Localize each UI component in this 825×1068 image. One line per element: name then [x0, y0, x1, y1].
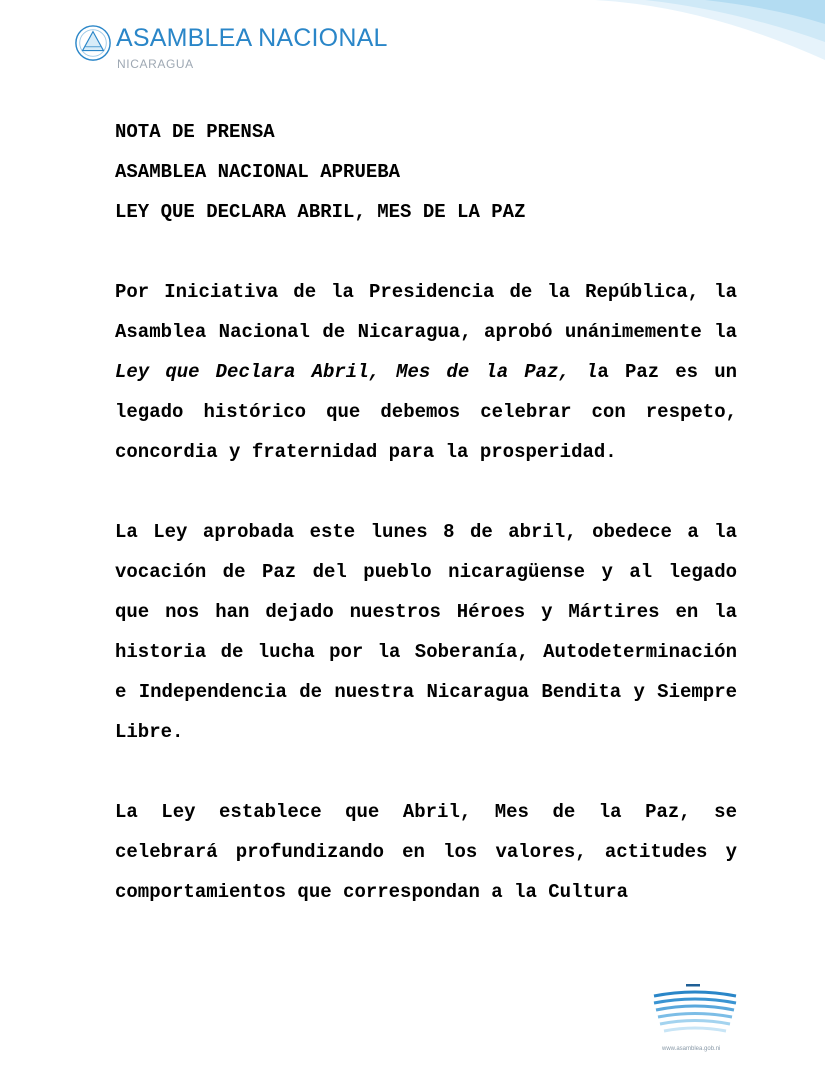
- assembly-logo-icon: [650, 984, 740, 1036]
- corner-wave-decoration: [585, 0, 825, 80]
- law-title: Ley que Declara Abril, Mes de la Paz, l: [115, 361, 598, 383]
- org-name: ASAMBLEA NACIONAL: [116, 24, 388, 52]
- paragraph-3: La Ley establece que Abril, Mes de la Paz, se celebrará profundizando en los valores, actitudes y comportamientos que correspondan a la Cultura: [115, 801, 737, 903]
- footer-url: www.asamblea.gob.ni: [662, 1046, 721, 1052]
- press-release-body: [115, 112, 737, 912]
- paragraph-1: [115, 272, 737, 472]
- paragraph-2: La Ley aprobada este lunes 8 de abril, obedece a la vocación de Paz del pueblo nicaragüense y al legado que nos han dejado nuestros Héroes y Mártires en la historia de lucha por la Soberanía, Autodeterminación e Independencia de nuestra Nicaragua Bendita y Siempre Libre.: [115, 521, 737, 743]
- headline-line-1: NOTA DE PRENSA: [115, 121, 275, 143]
- headline-line-3: LEY QUE DECLARA ABRIL, MES DE LA PAZ: [115, 201, 526, 223]
- national-seal-icon: [74, 24, 112, 62]
- paragraph-1-rest: a Paz es un legado histórico que debemos celebrar con respeto, concordia y fraternidad para la prosperidad.: [115, 361, 737, 463]
- org-country: NICARAGUA: [117, 57, 194, 71]
- headline-line-2: ASAMBLEA NACIONAL APRUEBA: [115, 161, 401, 183]
- paragraph-1-intro: Por Iniciativa de la Presidencia de la República, la Asamblea Nacional de Nicaragua, aprobó unánimemente la: [115, 281, 737, 343]
